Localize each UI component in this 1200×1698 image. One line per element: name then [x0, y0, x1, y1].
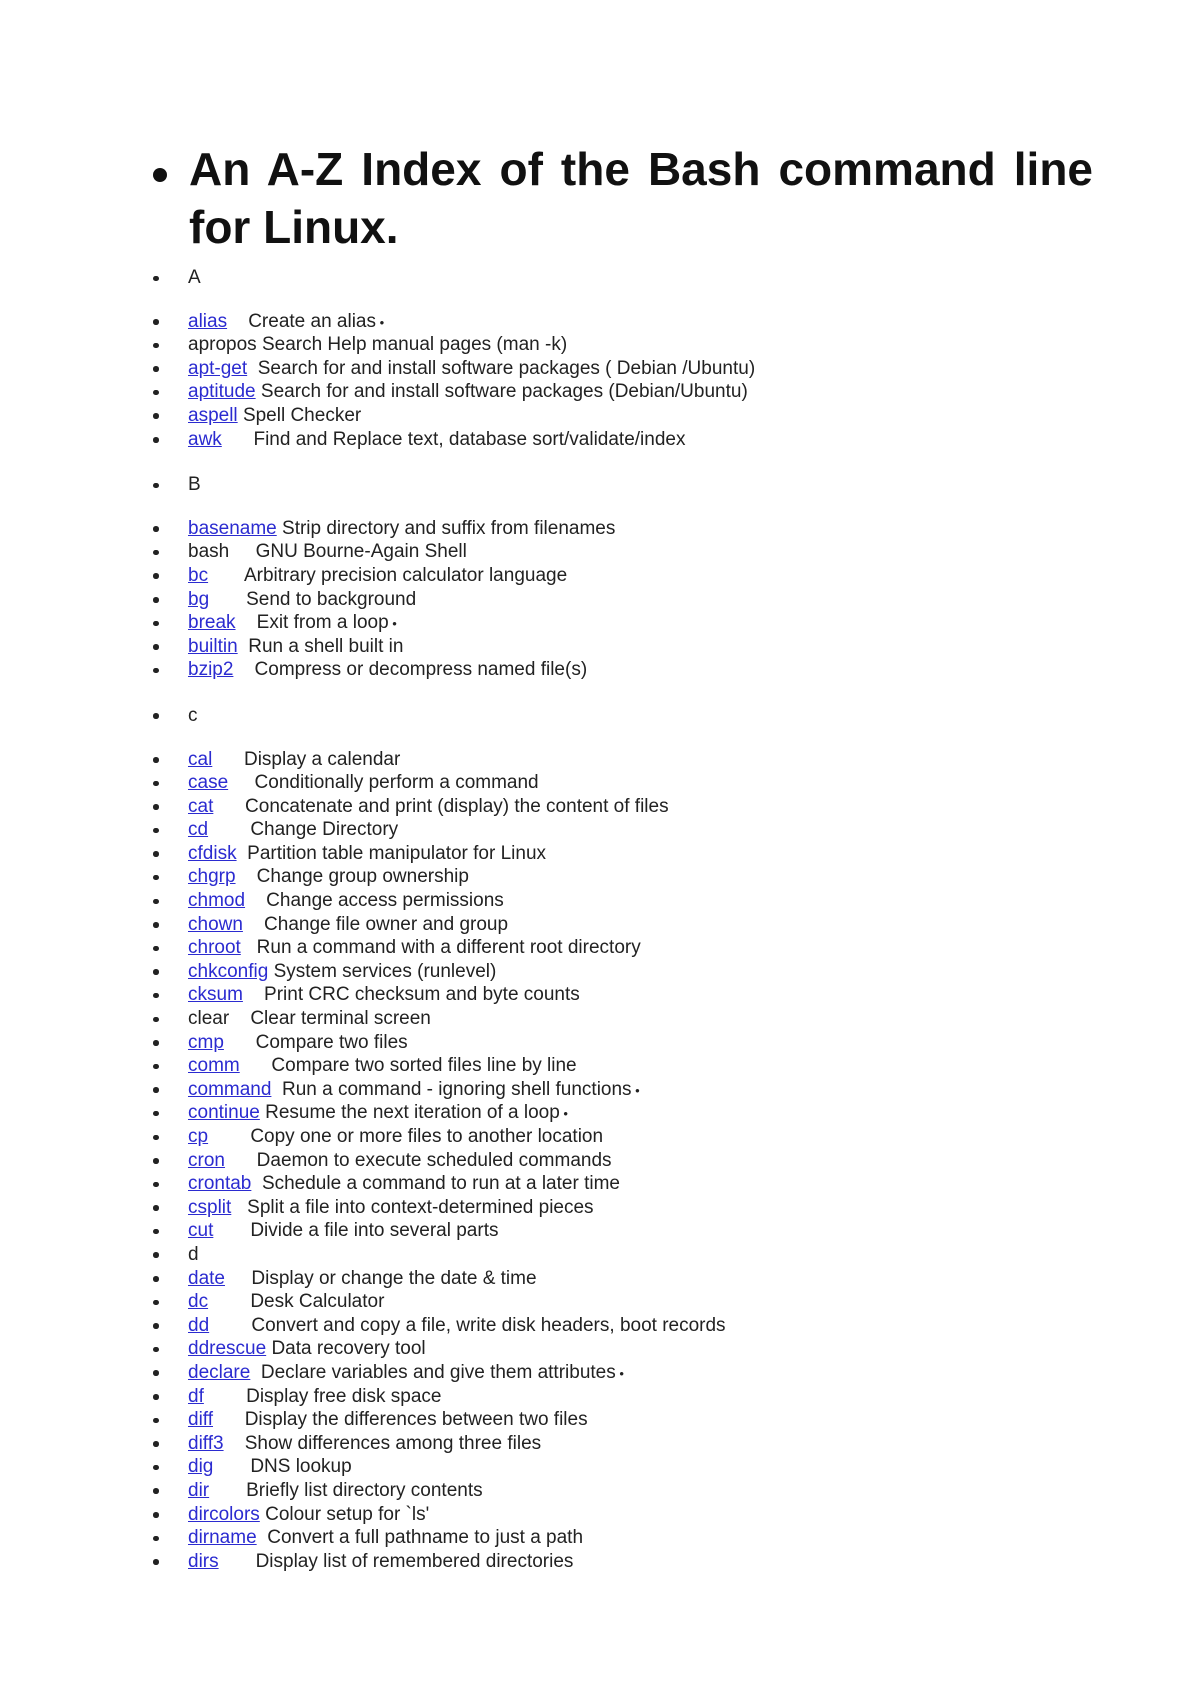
command-content: [188, 842, 546, 866]
command-aspell-link[interactable]: aspell: [188, 404, 238, 426]
bullet-icon: [153, 1229, 159, 1235]
spacer: [212, 749, 244, 770]
spacer: [224, 1433, 245, 1454]
spacer: [257, 1527, 268, 1548]
command-description: Clear terminal screen: [250, 1008, 431, 1030]
spacer: [243, 984, 264, 1005]
bullet-icon: [153, 1300, 159, 1306]
command-description: Send to background: [246, 588, 417, 610]
command-description: Strip directory and suffix from filenames: [282, 517, 616, 539]
spacer: [245, 890, 266, 911]
bullet-icon: [153, 1488, 159, 1494]
command-content: [188, 1007, 431, 1031]
section-letter: c: [188, 704, 198, 726]
spacer: [271, 1079, 282, 1100]
command-diff-link[interactable]: diff: [188, 1409, 214, 1431]
command-content: [188, 658, 587, 682]
command-content: [188, 795, 669, 819]
spacer: [250, 1362, 261, 1383]
command-description: Create an alias: [248, 310, 376, 332]
command-description: Briefly list directory contents: [246, 1479, 483, 1501]
command-content: [188, 1031, 408, 1055]
command-description: System services (runlevel): [273, 960, 497, 982]
spacer: [209, 589, 246, 610]
command-description: Search Help manual pages (man -k): [261, 334, 568, 356]
command-content: [188, 310, 384, 335]
command-cron-link[interactable]: cron: [188, 1149, 225, 1171]
spacer: [208, 1126, 250, 1147]
builtin-marker-icon: •: [376, 314, 385, 330]
bullet-icon: [153, 437, 159, 443]
command-crontab-link[interactable]: crontab: [188, 1173, 252, 1195]
command-content: [188, 1125, 603, 1149]
bullet-icon: [153, 828, 159, 834]
bullet-icon: [153, 343, 159, 349]
command-description: Copy one or more files to another location: [250, 1126, 604, 1147]
command-command-link[interactable]: command: [188, 1078, 272, 1100]
command-description: Search for and install software packages (Debian/Ubuntu): [260, 381, 748, 403]
spacer: [238, 636, 249, 657]
bullet-icon: [153, 668, 159, 674]
command-content: [188, 1054, 577, 1078]
bullet-icon: [153, 526, 159, 532]
bullet-icon: [153, 483, 159, 489]
command-cksum-link[interactable]: cksum: [188, 984, 243, 1006]
command-content: [188, 771, 539, 795]
command-description: Print CRC checksum and byte counts: [264, 984, 580, 1006]
command-content: [188, 611, 397, 636]
command-dirs-link[interactable]: dirs: [188, 1550, 219, 1572]
command-diff3-link[interactable]: diff3: [188, 1432, 224, 1454]
command-description: Find and Replace text, database sort/validate/index: [253, 428, 686, 450]
bullet-icon: [153, 276, 159, 282]
command-cp-link[interactable]: cp: [188, 1126, 209, 1147]
bullet-icon: [153, 1017, 159, 1023]
command-content: [188, 404, 361, 428]
command-content: [188, 1290, 384, 1314]
command-description: Schedule a command to run at a later time: [261, 1173, 620, 1195]
command-content: [188, 889, 504, 913]
spacer: [208, 1291, 250, 1312]
spacer: [236, 612, 257, 633]
spacer: [208, 819, 250, 840]
bullet-icon: [153, 1394, 159, 1400]
command-content: [188, 1172, 620, 1196]
command-alias-link[interactable]: alias: [188, 310, 228, 332]
spacer: [204, 1386, 246, 1407]
section-letter: d: [188, 1243, 199, 1265]
command-description: Spell Checker: [242, 404, 362, 426]
command-content: [188, 428, 685, 452]
bullet-icon: [153, 573, 159, 579]
builtin-marker-icon: •: [615, 1365, 624, 1381]
bullet-icon: [153, 1158, 159, 1164]
spacer: [213, 1409, 245, 1430]
command-builtin-link[interactable]: builtin: [188, 635, 238, 657]
command-description: Partition table manipulator for Linux: [247, 842, 547, 864]
command-content: [188, 1550, 573, 1574]
command-content: [188, 588, 416, 612]
bullet-icon: [153, 899, 159, 905]
spacer: [251, 1173, 262, 1194]
command-description: Divide a file into several parts: [250, 1220, 499, 1242]
command-content: [188, 1196, 594, 1220]
command-description: Change group ownership: [256, 866, 469, 888]
builtin-marker-icon: •: [631, 1082, 640, 1098]
spacer: [240, 1055, 272, 1076]
command-content: [188, 1526, 583, 1550]
command-description: DNS lookup: [250, 1456, 352, 1478]
bullet-icon: [153, 1559, 159, 1565]
command-description: Daemon to execute scheduled commands: [256, 1149, 612, 1171]
command-cut-link[interactable]: cut: [188, 1220, 214, 1242]
spacer: [225, 1268, 251, 1289]
spacer: [247, 358, 258, 379]
command-content: [188, 1337, 426, 1361]
command-description: Compress or decompress named file(s): [254, 659, 588, 681]
command-content: [188, 913, 508, 937]
command-content: [188, 1149, 612, 1173]
command-chroot-link[interactable]: chroot: [188, 937, 241, 959]
command-content: [188, 1101, 568, 1126]
command-description: Run a command - ignoring shell functions: [281, 1078, 632, 1100]
page-title: An A-Z Index of the Bash command line for Linux.: [189, 143, 1093, 253]
command-csplit-link[interactable]: csplit: [188, 1196, 232, 1218]
bullet-icon: [153, 1182, 159, 1188]
command-comm-link[interactable]: comm: [188, 1055, 240, 1077]
title-block: [153, 140, 1093, 256]
command-description: GNU Bourne-Again Shell: [255, 541, 467, 563]
command-description: Change Directory: [250, 819, 399, 841]
command-cd-link[interactable]: cd: [188, 819, 209, 841]
spacer: [208, 565, 244, 586]
command-description: Convert and copy a file, write disk headers, boot records: [251, 1314, 726, 1336]
command-description: Resume the next iteration of a loop: [265, 1102, 560, 1124]
command-description: Display a calendar: [243, 748, 401, 770]
command-description: Declare variables and give them attributes: [260, 1361, 616, 1383]
command-content: [188, 1361, 624, 1386]
command-description: Run a shell built in: [248, 635, 404, 657]
bullet-icon: [153, 875, 159, 881]
bullet-icon: [153, 1252, 159, 1258]
bullet-icon: [153, 550, 159, 556]
command-content: [188, 540, 467, 564]
command-dircolors-link[interactable]: dircolors: [188, 1503, 260, 1525]
command-content: [188, 333, 567, 357]
command-content: [188, 635, 403, 659]
bullet-icon: [153, 1465, 159, 1471]
bullet-icon: [153, 1064, 159, 1070]
command-cat-link[interactable]: cat: [188, 795, 214, 817]
command-dir-link[interactable]: dir: [188, 1479, 210, 1501]
command-content: [188, 517, 615, 541]
command-content: [188, 1267, 537, 1291]
command-description: Exit from a loop: [256, 612, 389, 634]
command-content: [188, 960, 496, 984]
bullet-icon: [153, 1418, 159, 1424]
command-chmod-link[interactable]: chmod: [188, 890, 246, 912]
bullet-icon: [153, 804, 159, 810]
command-description: Data recovery tool: [271, 1338, 426, 1360]
command-dig-link[interactable]: dig: [188, 1456, 214, 1478]
command-content: [188, 357, 755, 381]
bullet-icon: [153, 1370, 159, 1376]
bullet-icon: [153, 713, 159, 719]
bullet-icon: [153, 1040, 159, 1046]
command-bc-link[interactable]: bc: [188, 564, 209, 586]
bullet-icon: [153, 1347, 159, 1353]
command-dd-link[interactable]: dd: [188, 1314, 210, 1336]
command-content: [188, 748, 400, 772]
bullet-icon: [153, 1087, 159, 1093]
bullet-icon: [153, 1135, 159, 1141]
spacer: [228, 772, 254, 793]
command-content: [188, 1314, 726, 1338]
command-description: Change file owner and group: [264, 913, 509, 935]
command-clear-name: clear: [188, 1008, 230, 1030]
bullet-icon: [153, 757, 159, 763]
spacer: [243, 914, 264, 935]
spacer: [209, 1480, 246, 1501]
spacer: [209, 1315, 251, 1336]
command-description: Display list of remembered directories: [255, 1550, 574, 1572]
spacer: [231, 1197, 247, 1218]
spacer: [222, 429, 254, 450]
bullet-icon: [153, 1441, 159, 1447]
command-content: [188, 1078, 640, 1103]
bullet-icon: [153, 621, 159, 627]
bullet-icon: [153, 922, 159, 928]
spacer: [213, 1456, 250, 1477]
command-description: Concatenate and print (display) the content of files: [245, 795, 669, 817]
bullet-icon: [153, 597, 159, 603]
command-content: [188, 936, 641, 960]
spacer: [227, 311, 248, 332]
spacer: [241, 937, 257, 958]
command-bg-link[interactable]: bg: [188, 588, 210, 610]
command-continue-link[interactable]: continue: [188, 1102, 260, 1124]
command-content: [188, 380, 748, 404]
command-declare-link[interactable]: declare: [188, 1361, 251, 1383]
bullet-icon: [153, 390, 159, 396]
bullet-icon: [153, 319, 159, 325]
builtin-marker-icon: •: [388, 616, 397, 632]
builtin-marker-icon: •: [559, 1106, 568, 1122]
bullet-icon: [153, 1512, 159, 1518]
command-chown-link[interactable]: chown: [188, 913, 243, 935]
command-description: Search for and install software packages ( Debian /Ubuntu): [257, 357, 756, 379]
spacer: [225, 1150, 257, 1171]
bullet-icon: [153, 1323, 159, 1329]
bullet-icon: [153, 1111, 159, 1117]
spacer: [219, 1551, 256, 1572]
bullet-icon: [153, 946, 159, 952]
bullet-icon: [153, 969, 159, 975]
command-description: Show differences among three files: [244, 1432, 542, 1454]
command-dc-link[interactable]: dc: [188, 1291, 209, 1313]
command-bash-name: bash: [188, 541, 230, 563]
command-aptitude-link[interactable]: aptitude: [188, 381, 256, 403]
command-break-link[interactable]: break: [188, 612, 236, 634]
bullet-icon: [153, 1536, 159, 1542]
command-content: [188, 1503, 429, 1527]
command-description: Display or change the date & time: [251, 1267, 537, 1289]
command-description: Colour setup for `ls': [265, 1503, 430, 1525]
bullet-icon: [153, 366, 159, 372]
spacer: [213, 1220, 250, 1241]
bullet-icon: [153, 1276, 159, 1282]
command-chkconfig-link[interactable]: chkconfig: [188, 960, 269, 982]
command-description: Change access permissions: [266, 890, 504, 912]
command-basename-link[interactable]: basename: [188, 517, 277, 539]
title-bullet-icon: [153, 168, 167, 182]
command-description: Compare two files: [255, 1031, 408, 1053]
command-content: [188, 1219, 498, 1243]
command-cfdisk-link[interactable]: cfdisk: [188, 842, 237, 864]
command-cmp-link[interactable]: cmp: [188, 1031, 224, 1053]
section-letter: A: [188, 267, 201, 288]
command-content: [188, 865, 469, 889]
command-description: Convert a full pathname to just a path: [267, 1527, 584, 1549]
command-cal-link[interactable]: cal: [188, 748, 213, 770]
command-content: [188, 1408, 588, 1432]
command-content: [188, 1385, 441, 1409]
command-description: Compare two sorted files line by line: [271, 1055, 577, 1077]
bullet-icon: [153, 413, 159, 419]
command-content: [188, 818, 398, 842]
command-content: [188, 983, 580, 1007]
command-date-link[interactable]: date: [188, 1267, 225, 1289]
command-description: Desk Calculator: [250, 1291, 385, 1313]
spacer: [213, 796, 245, 817]
command-content: [188, 1479, 483, 1503]
command-description: Split a file into context-determined pieces: [247, 1196, 594, 1218]
spacer: [229, 541, 255, 562]
command-dirname-link[interactable]: dirname: [188, 1527, 257, 1549]
command-description: Run a command with a different root directory: [256, 937, 641, 959]
bullet-icon: [153, 993, 159, 999]
command-apt-get-link[interactable]: apt-get: [188, 357, 248, 379]
command-description: Display the differences between two files: [244, 1409, 588, 1431]
command-awk-link[interactable]: awk: [188, 428, 222, 450]
command-description: Display free disk space: [246, 1385, 442, 1407]
command-case-link[interactable]: case: [188, 772, 229, 794]
command-bzip2-link[interactable]: bzip2: [188, 659, 234, 681]
command-apropos-name: apropos: [188, 334, 257, 356]
command-chgrp-link[interactable]: chgrp: [188, 866, 236, 888]
command-content: [188, 1432, 541, 1456]
spacer: [236, 866, 257, 887]
bullet-icon: [153, 1205, 159, 1211]
bullet-icon: [153, 644, 159, 650]
command-content: [188, 564, 567, 588]
bullet-icon: [153, 781, 159, 787]
section-letter: B: [188, 474, 201, 496]
command-content: [188, 1455, 352, 1479]
spacer: [233, 659, 254, 680]
spacer: [229, 1008, 250, 1029]
bullet-icon: [153, 851, 159, 857]
command-description: Arbitrary precision calculator language: [243, 564, 568, 586]
spacer: [224, 1032, 256, 1053]
command-description: Conditionally perform a command: [254, 772, 539, 794]
command-df-link[interactable]: df: [188, 1385, 204, 1407]
command-ddrescue-link[interactable]: ddrescue: [188, 1338, 267, 1360]
spacer: [237, 843, 248, 864]
